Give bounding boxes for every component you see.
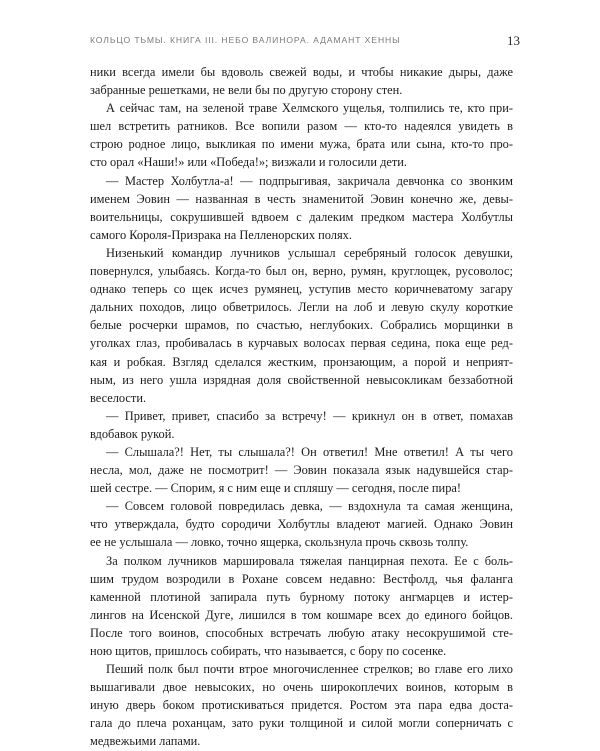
text-line: несла, мол, даже не посмотрит! — Эовин показала язык надувшейся стар-	[90, 463, 513, 478]
text-line: — Мастер Холбутла-а! — подпрыгивая, закричала девчонка со звонким	[106, 173, 513, 188]
text-line: ным, из него ушла изрядная доля свойственной невысокликам беззаботной	[90, 372, 513, 387]
text-line: гала до плеча роханцам, зато руки толщиной и силой могли соперничать с	[90, 716, 513, 731]
text-line: самого Короля-Призрака на Пелленорских полях.	[90, 227, 352, 242]
text-line: ною щитов, пришлось собирать, что называется, с бору по сосенке.	[90, 644, 447, 658]
text-line: веселости.	[90, 390, 147, 405]
text-line: дальних походов, лицо обветрилось. Легли на лоб и левую скулу короткие	[90, 300, 513, 315]
text-line: Низенький командир лучников услышал серебряный голосок девушки,	[106, 245, 513, 260]
running-head: КОЛЬЦО ТЬМЫ. КНИГА III. НЕБО ВАЛИНОРА. АДАМАНТ ХЕННЫ	[90, 35, 401, 45]
text-line: ники всегда имели бы вдоволь свежей воды, и чтобы никакие дыры, даже	[90, 65, 513, 79]
page-number: 13	[507, 33, 520, 48]
text-line: кая и робкая. Взгляд сделался жестким, пронзающим, а порой и неприят-	[90, 354, 513, 369]
text-line: медвежьими лапами.	[90, 734, 201, 749]
text-line: лингов на Исенской Дуге, лишился в том кошмаре всех до единого бойцов.	[90, 607, 513, 622]
text-line: сто орал «Наши!» или «Победа!»; визжали и голосили дети.	[90, 155, 408, 170]
text-line: вдобавок рукой.	[90, 426, 175, 441]
text-line: именем Эовин — названная в честь знаменитой Эовин конечно же, девы-	[90, 191, 513, 206]
text-line: строю родное лицо, выкликая по имени мужа, брата или сына, кто-то про-	[90, 137, 513, 152]
text-line: вышагивали двое невысоких, но очень широкоплечих воинов, которым в	[90, 680, 513, 695]
text-line: — Совсем головой повредилась девка, — вздохнула та самая женщина,	[106, 499, 513, 514]
text-line: воительницы, сокрушившей вдвоем с далеким предком мастера Холбутлы	[90, 209, 513, 224]
text-line: иную дверь боком протискиваться придется. Ростом эта пара едва доста-	[90, 698, 513, 713]
text-line: шим трудом возродили в Рохане совсем недавно: Вестфолд, чья фаланга	[90, 571, 513, 586]
body-text	[90, 63, 513, 751]
text-line: За полком лучников маршировала тяжелая панцирная пехота. Ее с боль-	[106, 553, 513, 568]
text-line: — Слышала?! Нет, ты слышала?! Он ответил! Мне ответил! А ты чего	[106, 444, 513, 459]
text-line: — Привет, привет, спасибо за встречу! — крикнул он в ответ, помахав	[106, 408, 513, 423]
text-line: белые росчерки шрамов, по счастью, неглубоких. Собрались морщинки в	[90, 318, 513, 333]
text-line: шей сестре. — Спорим, я с ним еще и спляшу — сегодня, после пира!	[90, 481, 462, 496]
text-line: каменной плотиной запирала путь бурному потоку ангмарцев и истер-	[90, 589, 513, 604]
text-line: шел встретить ратников. Все вопили разом — кто-то надеялся увидеть в	[90, 119, 513, 134]
text-line: повернулся, улыбаясь. Когда-то был он, верно, румян, круглощек, русоволос;	[90, 264, 513, 279]
page-header	[90, 35, 520, 51]
text-line: А сейчас там, на зеленой траве Хелмского ущелья, толпились те, кто при-	[106, 101, 513, 116]
text-line: Пеший полк был почти втрое многочисленнее стрелков; во главе его лихо	[106, 662, 513, 677]
text-line: уголках глаз, пробивалась в курчавых волосах первая седина, пока еще ред-	[90, 336, 513, 351]
text-line: После того воинов, способных встречать любую атаку несокрушимой сте-	[90, 625, 513, 640]
text-line: что утверждала, будто сородичи Холбутлы владеют магией. Однако Эовин	[90, 517, 513, 532]
text-line: забранные решетками, не вели бы по другую сторону стен.	[90, 83, 403, 98]
text-line: однако теперь со щек исчез румянец, уступив место коричневатому загару	[90, 282, 513, 297]
text-line: ее не услышала — ловко, точно ящерка, скользнула прочь сквозь толпу.	[90, 535, 469, 550]
